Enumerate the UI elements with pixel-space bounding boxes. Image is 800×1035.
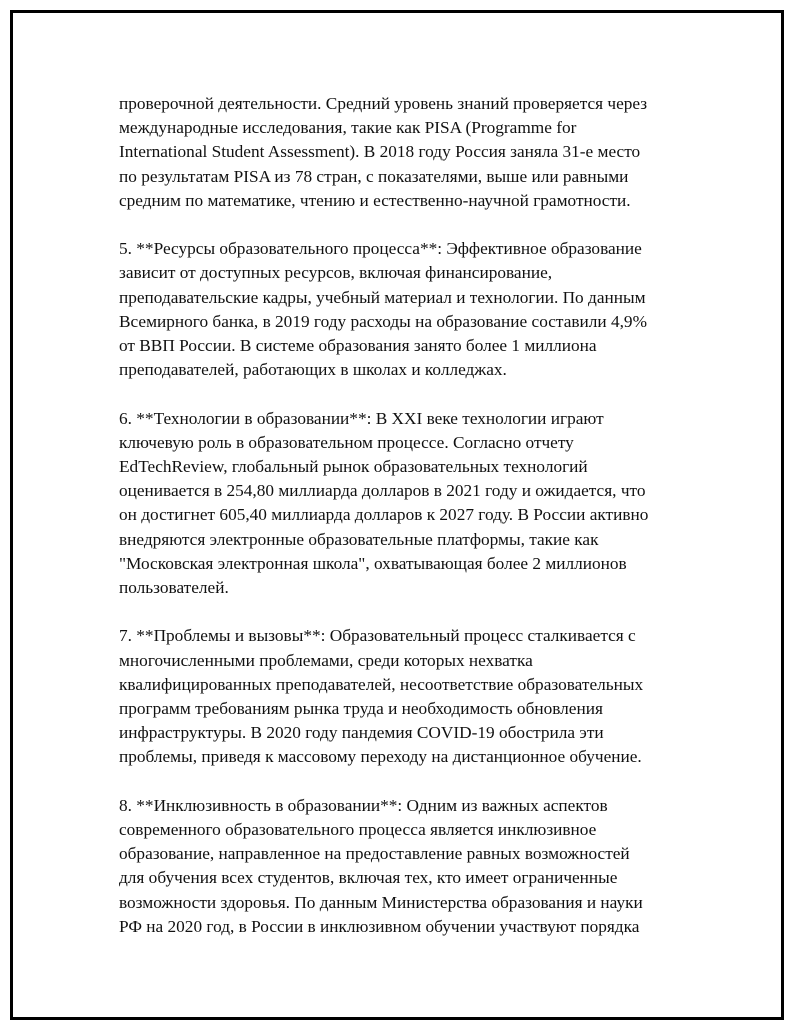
text-line: проверочной деятельности. Средний уровень знаний проверяется через [119, 94, 648, 113]
text-line: квалифицированных преподавателей, несоответствие образовательных [119, 674, 644, 694]
text-line: он достигнет 605,40 миллиарда долларов к 2027 году. В России активно [119, 505, 649, 525]
text-line: оценивается в 254,80 миллиарда долларов в 2021 году и ожидается, что [119, 481, 646, 501]
document-body [119, 92, 694, 963]
paragraph-inclusivity [119, 794, 694, 939]
text-line: 8. **Инклюзивность в образовании**: Одним из важных аспектов [119, 795, 608, 815]
text-line: ключевую роль в образовательном процессе. Согласно отчету [119, 432, 574, 452]
text-line: международные исследования, такие как PISA (Programme for [119, 118, 577, 138]
text-line: проблемы, приведя к массовому переходу на дистанционное обучение. [119, 747, 642, 767]
text-line: для обучения всех студентов, включая тех, кто имеет ограниченные [119, 868, 618, 888]
text-line: многочисленными проблемами, среди которых нехватка [119, 650, 533, 670]
text-line: зависит от доступных ресурсов, включая финансирование, [119, 263, 553, 283]
paragraph-technology [119, 407, 694, 601]
text-line: РФ на 2020 год, в России в инклюзивном обучении участвуют порядка [119, 916, 640, 936]
text-line: программ требованиям рынка труда и необходимость обновления [119, 699, 603, 719]
paragraph-pisa [119, 92, 694, 213]
text-line: 7. **Проблемы и вызовы**: Образовательный процесс сталкивается с [119, 626, 636, 646]
text-line: от ВВП России. В системе образования занято более 1 миллиона [119, 336, 597, 356]
text-line: современного образовательного процесса является инклюзивное [119, 820, 597, 840]
text-line: 5. **Ресурсы образовательного процесса**: Эффективное образование [119, 239, 642, 259]
paragraph-problems [119, 624, 694, 769]
text-line: Всемирного банка, в 2019 году расходы на образование составили 4,9% [119, 311, 647, 331]
text-line: 6. **Технологии в образовании**: В XXI веке технологии играют [119, 408, 604, 428]
text-line: инфраструктуры. В 2020 году пандемия COVID-19 обострила эти [119, 723, 604, 743]
text-line: пользователей. [119, 578, 229, 598]
text-line: EdTechReview, глобальный рынок образовательных технологий [119, 457, 588, 477]
text-line: преподавательские кадры, учебный материал и технологии. По данным [119, 287, 646, 307]
text-line: "Московская электронная школа", охватывающая более 2 миллионов [119, 553, 627, 573]
text-line: возможности здоровья. По данным Министерства образования и науки [119, 892, 643, 912]
text-line: средним по математике, чтению и естественно-научной грамотности. [119, 190, 631, 210]
text-line: по результатам PISA из 78 стран, с показателями, выше или равными [119, 166, 629, 186]
text-line: образование, направленное на предоставление равных возможностей [119, 844, 630, 864]
text-line: преподавателей, работающих в школах и колледжах. [119, 360, 507, 380]
paragraph-resources [119, 237, 694, 382]
text-line: внедряются электронные образовательные платформы, такие как [119, 529, 599, 549]
text-line: International Student Assessment). В 2018 году Россия заняла 31-е место [119, 142, 641, 162]
